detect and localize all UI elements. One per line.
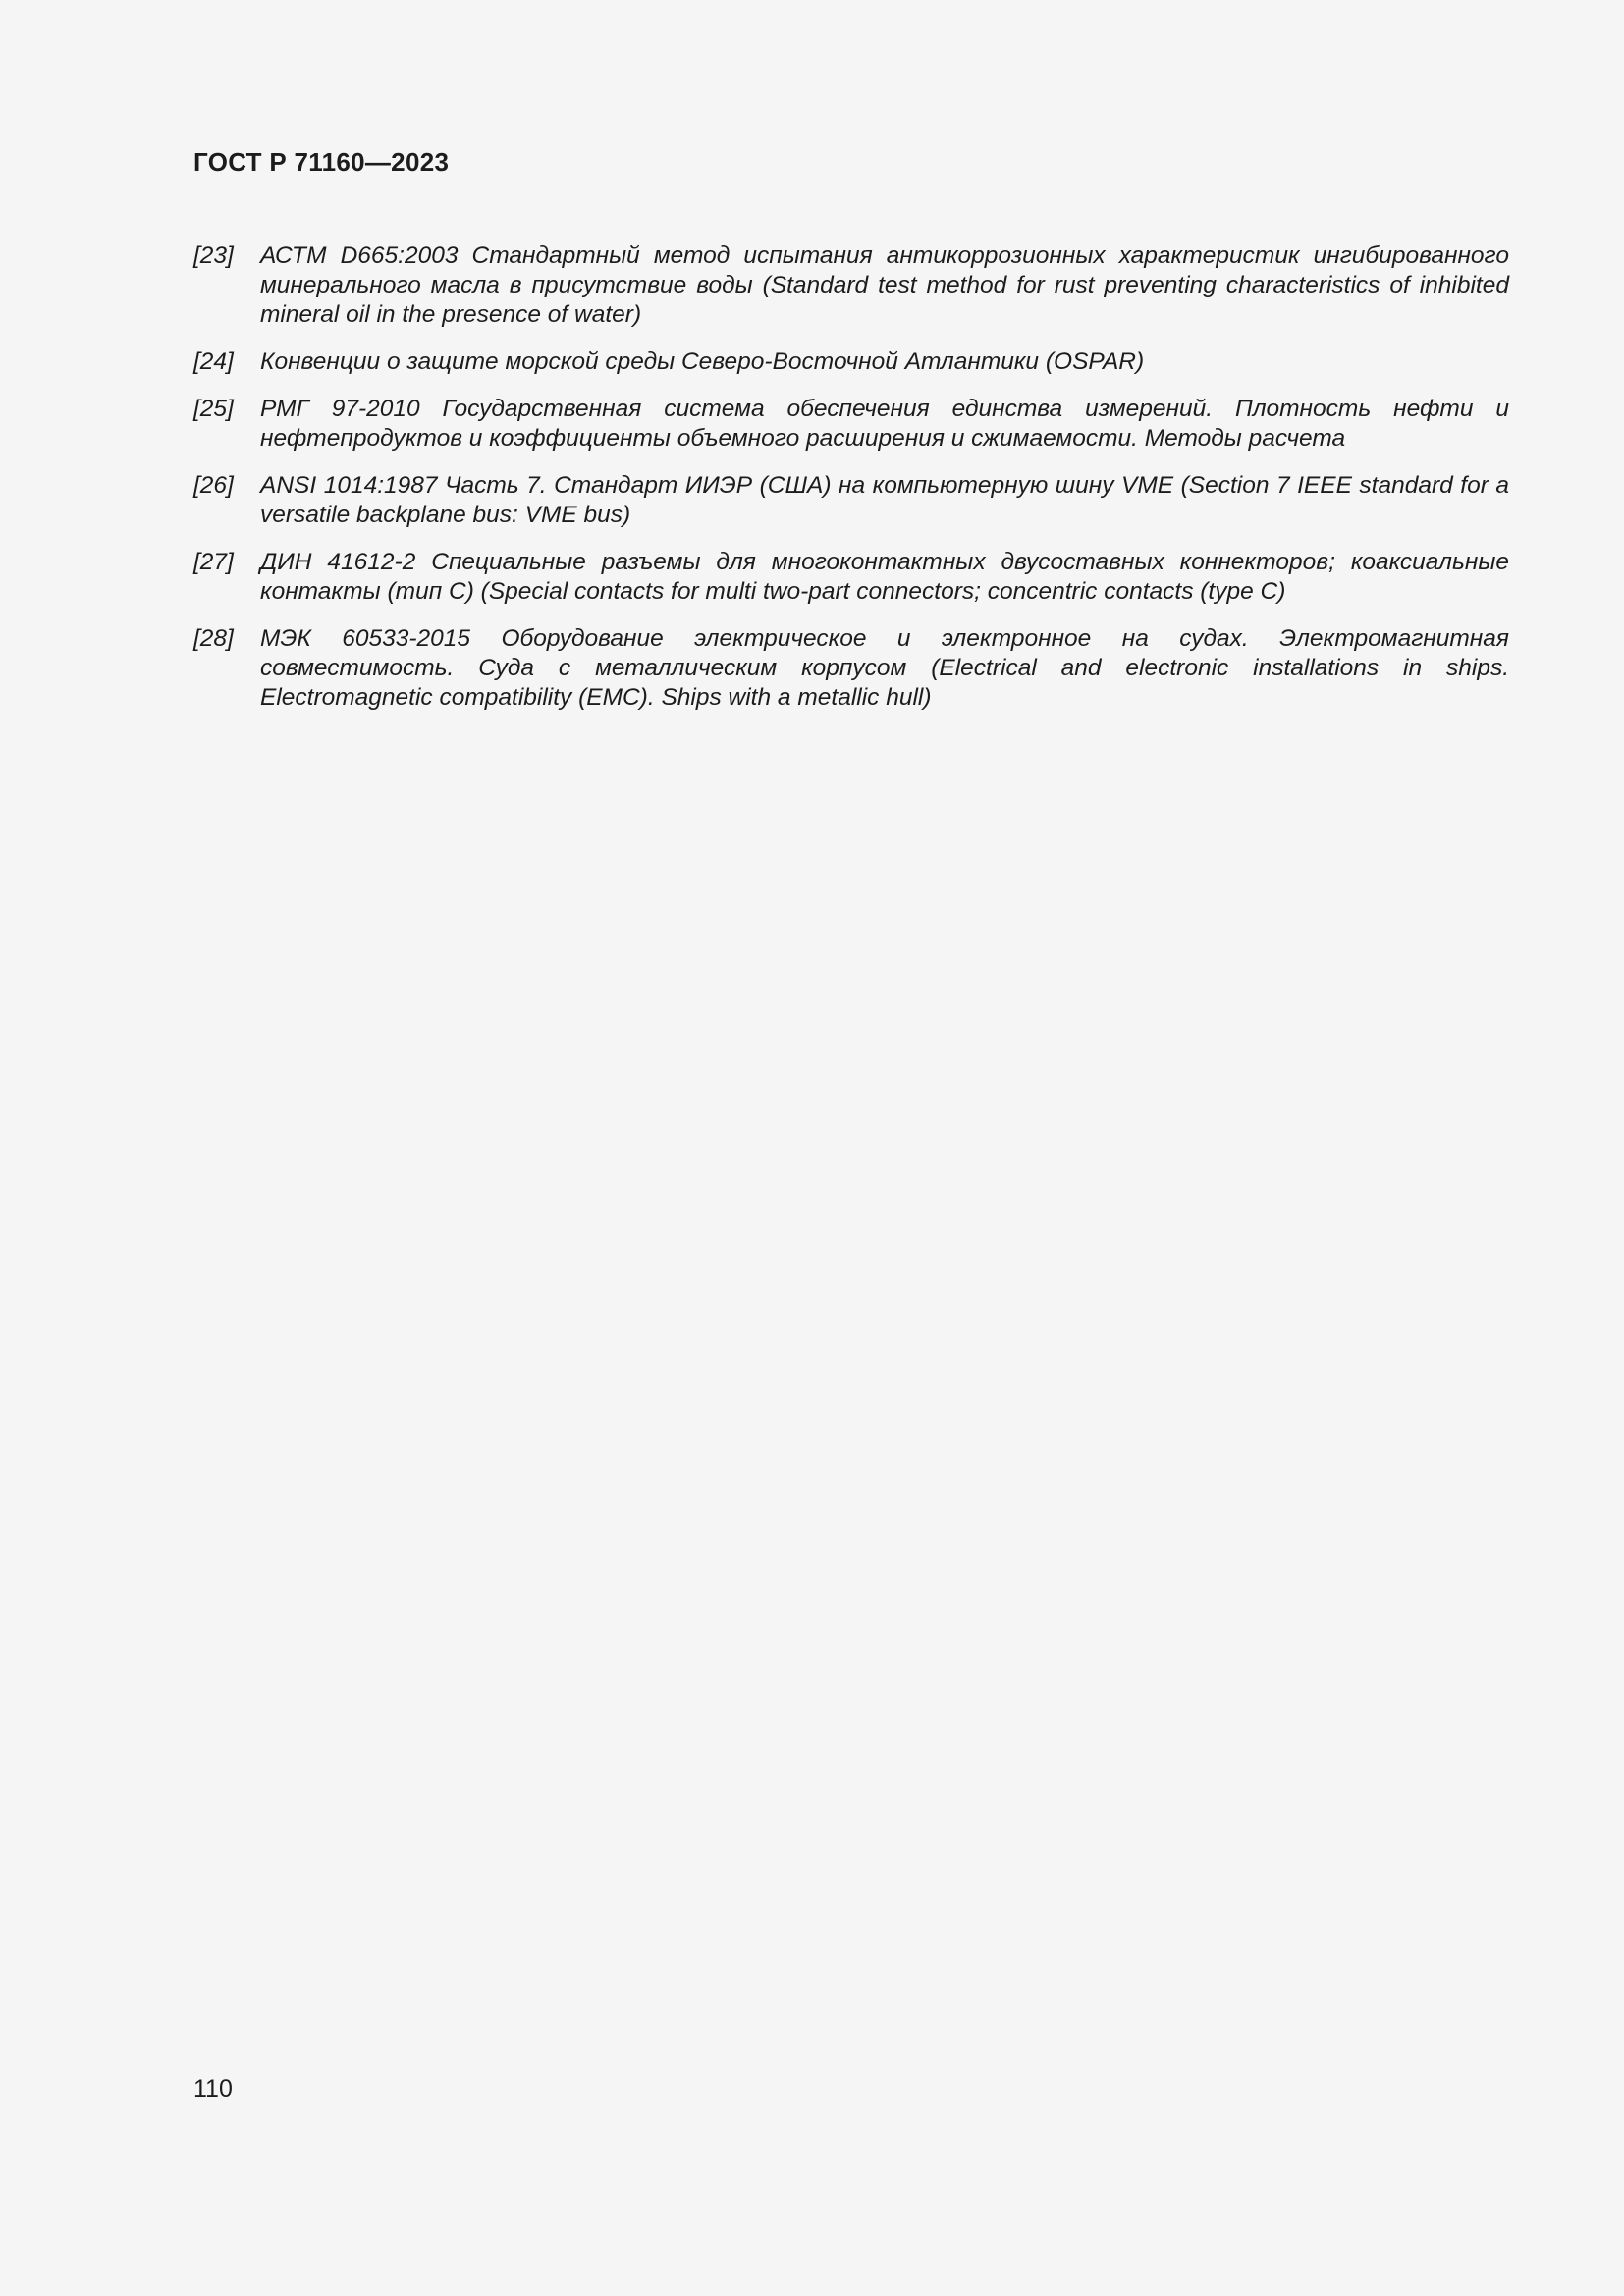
reference-text: ANSI 1014:1987 Часть 7. Стандарт ИИЭР (США) на компьютерную шину VME (Section 7 IEEE standard for a versatile backplane bus: VME bus) <box>260 472 1509 528</box>
reference-item <box>193 548 1509 607</box>
reference-number: [28] <box>193 625 234 652</box>
reference-text: Конвенции о защите морской среды Северо-Восточной Атлантики (OSPAR) <box>260 348 1145 375</box>
document-header: ГОСТ Р 71160—2023 <box>193 147 450 177</box>
reference-item <box>193 624 1509 713</box>
reference-list <box>193 241 1509 730</box>
reference-number: [23] <box>193 242 234 269</box>
page-number: 110 <box>193 2075 233 2103</box>
reference-number: [24] <box>193 348 234 375</box>
reference-item <box>193 471 1509 530</box>
reference-item <box>193 241 1509 330</box>
reference-text: АСТМ D665:2003 Стандартный метод испытания антикоррозионных характеристик ингибированного минерального масла в присутствие воды (Standard test method for rust preventing characteristics of inhibited mineral oil in the presence of water) <box>260 242 1509 328</box>
reference-item <box>193 395 1509 454</box>
reference-text: МЭК 60533-2015 Оборудование электрическое и электронное на судах. Электромагнитная совместимость. Суда с металлическим корпусом (Electrical and electronic installations in ships. Electromagnetic compatibility (EMC). Ships with a metallic hull) <box>260 625 1509 711</box>
reference-item <box>193 347 1509 377</box>
reference-text: РМГ 97-2010 Государственная система обеспечения единства измерений. Плотность нефти и нефтепродуктов и коэффициенты объемного расширения и сжимаемости. Методы расчета <box>260 396 1509 452</box>
reference-number: [26] <box>193 472 234 499</box>
reference-number: [27] <box>193 549 234 575</box>
reference-text: ДИН 41612-2 Специальные разъемы для многоконтактных двусоставных коннекторов; коаксиальные контакты (тип С) (Special contacts for multi two-part connectors; concentric contacts (type C) <box>260 549 1509 605</box>
reference-number: [25] <box>193 396 234 422</box>
